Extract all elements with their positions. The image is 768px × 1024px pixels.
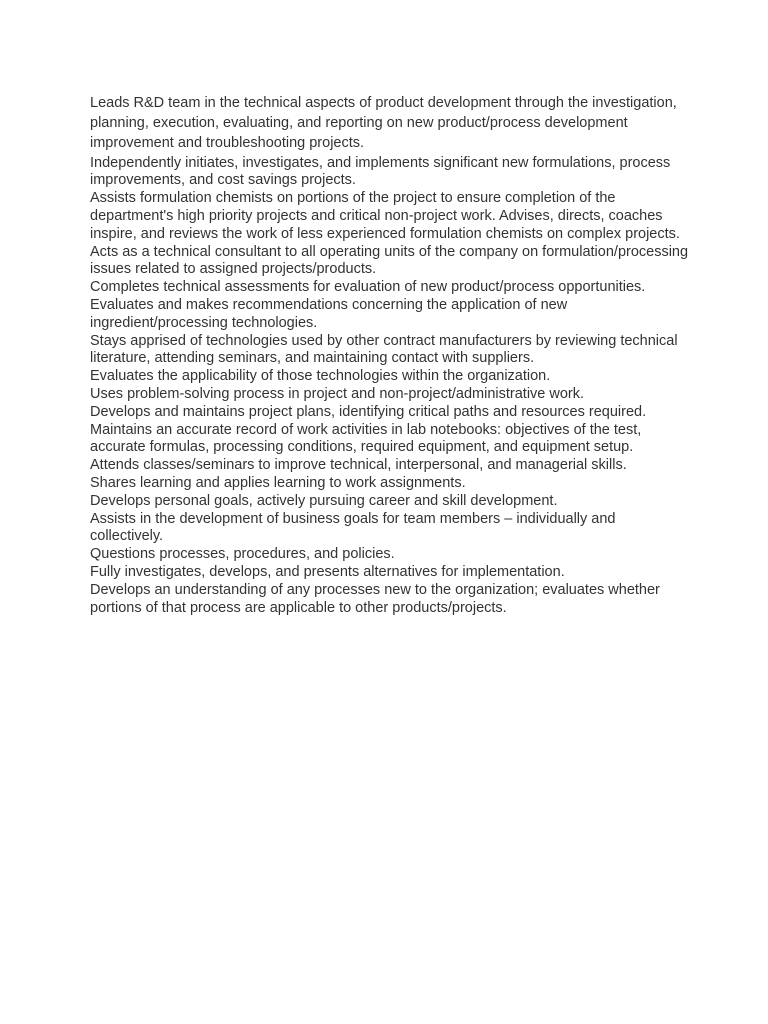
document-body — [90, 93, 690, 617]
paragraph: Completes technical assessments for evaluation of new product/process opportunities. — [90, 279, 646, 296]
paragraph: Evaluates and makes recommendations concerning the application of new ingredient/processing technologies. — [90, 296, 568, 331]
paragraph: Develops personal goals, actively pursuing career and skill development. — [90, 492, 558, 509]
paragraph: Maintains an accurate record of work activities in lab notebooks: objectives of the test, accurate formulas, processing conditions, required equipment, and equipment setup. — [90, 421, 642, 456]
paragraph: Acts as a technical consultant to all operating units of the company on formulation/processing issues related to assigned projects/products. — [90, 243, 689, 278]
paragraph: Develops an understanding of any processes new to the organization; evaluates whether portions of that process are applicable to other products/projects. — [90, 581, 660, 616]
paragraph: Develops and maintains project plans, identifying critical paths and resources required. — [90, 403, 647, 420]
paragraph: Fully investigates, develops, and presents alternatives for implementation. — [90, 563, 565, 580]
paragraph: Assists in the development of business goals for team members – individually and collectively. — [90, 510, 616, 545]
paragraph: Leads R&D team in the technical aspects of product development through the investigation, planning, execution, evaluating, and reporting on new product/process development improvement and troubleshooting projects. — [90, 95, 677, 152]
paragraph: Questions processes, procedures, and policies. — [90, 546, 395, 563]
paragraph: Assists formulation chemists on portions of the project to ensure completion of the department's high priority projects and critical non-project work. Advises, directs, coaches inspire, and reviews the work of less experienced formulation chemists on complex projects. — [90, 190, 680, 242]
paragraph: Shares learning and applies learning to work assignments. — [90, 474, 466, 491]
paragraph: Attends classes/seminars to improve technical, interpersonal, and managerial skills. — [90, 457, 627, 474]
paragraph: Independently initiates, investigates, and implements significant new formulations, process improvements, and cost savings projects. — [90, 154, 671, 189]
paragraph: Stays apprised of technologies used by other contract manufacturers by reviewing technical literature, attending seminars, and maintaining contact with suppliers. — [90, 332, 678, 367]
paragraph: Evaluates the applicability of those technologies within the organization. — [90, 368, 551, 385]
paragraph: Uses problem-solving process in project and non-project/administrative work. — [90, 385, 585, 402]
